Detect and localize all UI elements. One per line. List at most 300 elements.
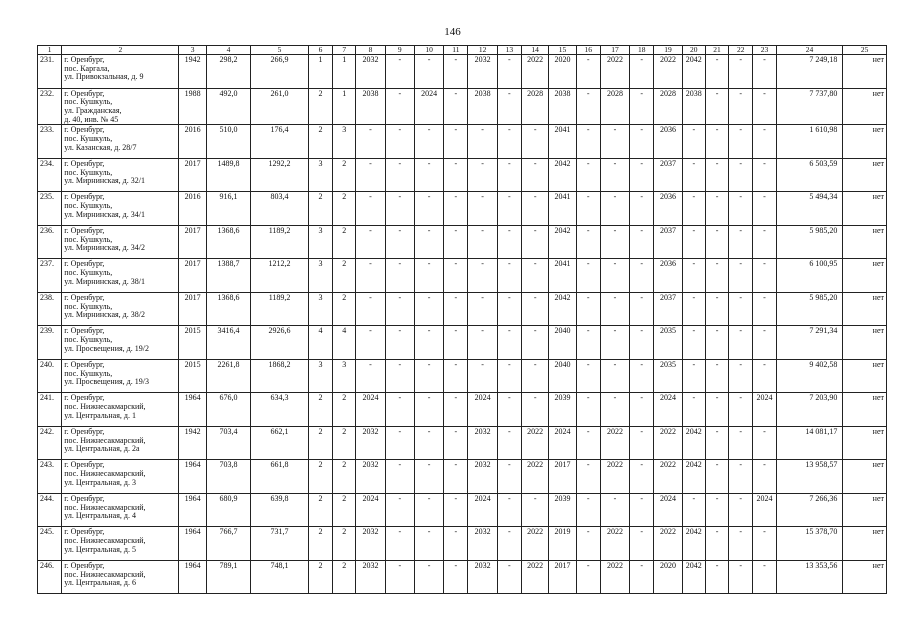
table-cell: 2036: [654, 192, 682, 226]
address-line: ул. Центральная, д. 5: [64, 544, 136, 554]
table-cell: 2: [333, 493, 356, 527]
table-cell: -: [705, 259, 728, 293]
row-number: 237.: [38, 259, 62, 293]
table-cell: 1189,2: [251, 292, 309, 326]
table-row: [38, 55, 887, 89]
table-row: [38, 426, 887, 460]
table-cell: -: [468, 225, 497, 259]
address-cell: [62, 560, 179, 594]
row-number: 234.: [38, 158, 62, 192]
table-cell: 2926,6: [251, 326, 309, 360]
table-cell: -: [753, 426, 776, 460]
address-line: ул. Гражданская,: [64, 105, 122, 115]
table-cell: -: [630, 393, 654, 427]
table-cell: 2022: [600, 55, 629, 89]
table-cell: -: [753, 326, 776, 360]
table-cell: -: [497, 393, 521, 427]
address-line: ул. Центральная, д. 3: [64, 477, 136, 487]
table-cell: -: [682, 192, 705, 226]
table-cell: -: [385, 292, 414, 326]
table-cell: 1964: [179, 493, 206, 527]
table-cell: -: [497, 225, 521, 259]
table-cell: 261,0: [251, 88, 309, 125]
table-cell: -: [600, 292, 629, 326]
table-cell: -: [468, 292, 497, 326]
table-cell: 789,1: [206, 560, 250, 594]
table-cell: 2024: [468, 393, 497, 427]
column-header: 12: [468, 46, 497, 55]
table-cell: 2041: [549, 192, 576, 226]
address-line: пос. Кушкуль,: [64, 368, 113, 378]
table-cell: 2020: [549, 55, 576, 89]
table-cell: 1942: [179, 426, 206, 460]
table-cell: 6 503,59: [776, 158, 843, 192]
table-cell: -: [385, 225, 414, 259]
table-cell: -: [444, 225, 468, 259]
table-cell: -: [630, 359, 654, 393]
row-number: 242.: [38, 426, 62, 460]
table-cell: 2036: [654, 259, 682, 293]
table-cell: -: [356, 359, 385, 393]
row-number: 246.: [38, 560, 62, 594]
table-cell: -: [414, 158, 443, 192]
table-cell: -: [497, 259, 521, 293]
table-cell: 1: [333, 55, 356, 89]
table-cell: 676,0: [206, 393, 250, 427]
table-cell: -: [705, 225, 728, 259]
table-cell: нет: [843, 527, 887, 561]
table-cell: 2022: [600, 426, 629, 460]
table-cell: -: [385, 88, 414, 125]
table-cell: 1368,6: [206, 225, 250, 259]
table-cell: -: [576, 292, 600, 326]
table-cell: 2037: [654, 225, 682, 259]
table-cell: -: [356, 326, 385, 360]
table-cell: 2: [333, 225, 356, 259]
table-cell: 4: [308, 326, 332, 360]
table-cell: 2020: [654, 560, 682, 594]
address-line: г. Оренбург,: [64, 493, 105, 503]
table-cell: -: [414, 359, 443, 393]
table-cell: -: [385, 125, 414, 159]
table-cell: 7 203,90: [776, 393, 843, 427]
address-line: г. Оренбург,: [64, 359, 105, 369]
table-cell: 1 610,98: [776, 125, 843, 159]
table-cell: -: [522, 192, 549, 226]
table-cell: -: [385, 158, 414, 192]
table-cell: -: [705, 460, 728, 494]
table-cell: 803,4: [251, 192, 309, 226]
table-cell: -: [497, 192, 521, 226]
table-cell: 2: [333, 560, 356, 594]
table-cell: 2042: [682, 55, 705, 89]
table-cell: -: [753, 55, 776, 89]
table-cell: -: [497, 426, 521, 460]
table-cell: нет: [843, 192, 887, 226]
table-cell: -: [630, 527, 654, 561]
table-cell: нет: [843, 292, 887, 326]
table-cell: 1868,2: [251, 359, 309, 393]
table-cell: 266,9: [251, 55, 309, 89]
table-cell: 3: [308, 292, 332, 326]
table-cell: -: [729, 55, 753, 89]
table-cell: -: [682, 393, 705, 427]
column-header: 1: [38, 46, 62, 55]
table-cell: -: [682, 326, 705, 360]
table-cell: -: [729, 192, 753, 226]
address-line: г. Оренбург,: [64, 460, 105, 470]
table-cell: -: [497, 88, 521, 125]
address-line: ул. Центральная, д. 6: [64, 578, 136, 588]
row-number: 231.: [38, 55, 62, 89]
table-cell: -: [414, 192, 443, 226]
table-cell: 2022: [654, 527, 682, 561]
column-header: 19: [654, 46, 682, 55]
address-cell: [62, 192, 179, 226]
table-cell: 2042: [549, 292, 576, 326]
address-cell: [62, 393, 179, 427]
table-cell: -: [385, 192, 414, 226]
table-cell: -: [468, 125, 497, 159]
table-cell: 2041: [549, 125, 576, 159]
column-header: 25: [843, 46, 887, 55]
table-cell: 2019: [549, 527, 576, 561]
address-line: г. Оренбург,: [64, 527, 105, 537]
column-header: 15: [549, 46, 576, 55]
table-cell: -: [497, 460, 521, 494]
table-cell: 2041: [549, 259, 576, 293]
column-header: 14: [522, 46, 549, 55]
table-cell: 2035: [654, 326, 682, 360]
address-cell: [62, 493, 179, 527]
table-cell: -: [729, 460, 753, 494]
column-header: 6: [308, 46, 332, 55]
table-cell: -: [414, 393, 443, 427]
address-line: пос. Кушкуль,: [64, 268, 113, 278]
table-cell: -: [522, 359, 549, 393]
table-cell: 7 266,36: [776, 493, 843, 527]
table-cell: -: [630, 560, 654, 594]
table-cell: -: [497, 292, 521, 326]
address-line: г. Оренбург,: [64, 55, 105, 64]
table-cell: 2032: [468, 426, 497, 460]
table-cell: 2040: [549, 326, 576, 360]
address-line: пос. Нижнесакмарский,: [64, 536, 146, 546]
table-cell: -: [630, 493, 654, 527]
address-line: пос. Кушкуль,: [64, 335, 113, 345]
table-cell: -: [753, 527, 776, 561]
table-cell: 2: [333, 460, 356, 494]
table-cell: -: [522, 158, 549, 192]
table-cell: 2022: [654, 426, 682, 460]
table-cell: -: [705, 192, 728, 226]
table-cell: -: [630, 326, 654, 360]
column-header: 21: [705, 46, 728, 55]
table-cell: -: [682, 158, 705, 192]
address-line: ул. Центральная, д. 1: [64, 410, 136, 420]
address-line: г. Оренбург,: [64, 225, 105, 235]
table-cell: -: [729, 259, 753, 293]
table-row: [38, 125, 887, 159]
table-cell: -: [729, 560, 753, 594]
table-header-row: [38, 46, 887, 55]
row-number: 245.: [38, 527, 62, 561]
table-cell: -: [600, 192, 629, 226]
address-line: г. Оренбург,: [64, 292, 105, 302]
table-cell: -: [600, 493, 629, 527]
table-cell: -: [385, 527, 414, 561]
row-number: 243.: [38, 460, 62, 494]
table-cell: 6 100,95: [776, 259, 843, 293]
table-cell: 2: [308, 527, 332, 561]
table-cell: -: [682, 125, 705, 159]
table-cell: -: [497, 326, 521, 360]
table-cell: 2022: [522, 460, 549, 494]
table-cell: 2042: [682, 460, 705, 494]
address-line: ул. Казанская, д. 28/7: [64, 142, 137, 152]
table-cell: 2: [308, 192, 332, 226]
table-cell: нет: [843, 88, 887, 125]
address-line: ул. Мирнинская, д. 32/1: [64, 176, 145, 186]
table-cell: -: [682, 493, 705, 527]
table-cell: 3: [333, 125, 356, 159]
table-cell: -: [414, 55, 443, 89]
address-line: ул. Мирнинская, д. 38/1: [64, 276, 145, 286]
table-cell: 7 249,18: [776, 55, 843, 89]
table-cell: -: [600, 225, 629, 259]
table-cell: 2037: [654, 158, 682, 192]
table-cell: 2: [333, 259, 356, 293]
table-cell: -: [497, 158, 521, 192]
table-cell: -: [356, 292, 385, 326]
table-cell: 2017: [179, 259, 206, 293]
table-cell: -: [385, 426, 414, 460]
table-cell: -: [729, 88, 753, 125]
address-line: пос. Нижнесакмарский,: [64, 402, 146, 412]
table-row: [38, 493, 887, 527]
table-cell: -: [497, 125, 521, 159]
table-cell: -: [705, 88, 728, 125]
table-cell: -: [753, 158, 776, 192]
column-header: 10: [414, 46, 443, 55]
table-cell: 1: [333, 88, 356, 125]
table-cell: -: [753, 460, 776, 494]
table-cell: -: [444, 393, 468, 427]
column-header: 7: [333, 46, 356, 55]
table-cell: -: [385, 259, 414, 293]
table-cell: 298,2: [206, 55, 250, 89]
table-cell: -: [522, 225, 549, 259]
table-cell: -: [630, 259, 654, 293]
table-cell: 9 402,58: [776, 359, 843, 393]
table-cell: нет: [843, 125, 887, 159]
table-cell: -: [600, 393, 629, 427]
table-cell: -: [468, 192, 497, 226]
table-cell: -: [705, 326, 728, 360]
table-row: [38, 527, 887, 561]
table-cell: 662,1: [251, 426, 309, 460]
table-cell: 2: [333, 527, 356, 561]
table-cell: -: [385, 359, 414, 393]
table-cell: 2022: [600, 527, 629, 561]
address-line: г. Оренбург,: [64, 88, 105, 98]
address-cell: [62, 359, 179, 393]
table-cell: -: [385, 493, 414, 527]
address-line: пос. Нижнесакмарский,: [64, 569, 146, 579]
address-line: ул. Мирнинская, д. 38/2: [64, 310, 145, 320]
table-cell: 661,8: [251, 460, 309, 494]
table-cell: 2: [308, 493, 332, 527]
table-cell: -: [522, 259, 549, 293]
table-cell: нет: [843, 426, 887, 460]
address-line: г. Оренбург,: [64, 192, 105, 202]
table-cell: нет: [843, 493, 887, 527]
table-cell: -: [385, 560, 414, 594]
column-header: 2: [62, 46, 179, 55]
table-cell: 2039: [549, 393, 576, 427]
table-cell: -: [414, 259, 443, 293]
table-cell: 2032: [356, 426, 385, 460]
address-line: пос. Кушкуль,: [64, 301, 113, 311]
table-cell: -: [522, 125, 549, 159]
table-cell: 1964: [179, 460, 206, 494]
table-cell: -: [729, 393, 753, 427]
table-cell: -: [576, 192, 600, 226]
table-cell: 2: [333, 393, 356, 427]
column-header: 3: [179, 46, 206, 55]
table-cell: 2032: [468, 560, 497, 594]
address-cell: [62, 88, 179, 125]
table-cell: 2: [308, 460, 332, 494]
table-cell: -: [753, 192, 776, 226]
table-cell: 2032: [356, 560, 385, 594]
table-cell: -: [497, 493, 521, 527]
table-cell: нет: [843, 225, 887, 259]
table-cell: -: [600, 326, 629, 360]
table-cell: 2024: [753, 393, 776, 427]
table-cell: 2032: [356, 460, 385, 494]
table-cell: 680,9: [206, 493, 250, 527]
table-cell: нет: [843, 158, 887, 192]
table-cell: 1: [308, 55, 332, 89]
table-cell: 2032: [356, 55, 385, 89]
address-line: ул. Просвещения, д. 19/2: [64, 343, 149, 353]
table-cell: 2016: [179, 192, 206, 226]
table-cell: 634,3: [251, 393, 309, 427]
table-cell: -: [444, 125, 468, 159]
row-number: 236.: [38, 225, 62, 259]
table-cell: -: [753, 560, 776, 594]
row-number: 239.: [38, 326, 62, 360]
table-cell: -: [414, 326, 443, 360]
table-cell: 2035: [654, 359, 682, 393]
table-cell: -: [414, 225, 443, 259]
table-cell: 4: [333, 326, 356, 360]
table-cell: -: [356, 158, 385, 192]
table-cell: 3: [333, 359, 356, 393]
table-cell: -: [414, 125, 443, 159]
table-cell: 766,7: [206, 527, 250, 561]
table-cell: -: [468, 259, 497, 293]
row-number: 233.: [38, 125, 62, 159]
table-cell: -: [729, 426, 753, 460]
table-cell: 2042: [549, 225, 576, 259]
table-cell: -: [414, 292, 443, 326]
table-cell: -: [705, 493, 728, 527]
address-line: ул. Мирнинская, д. 34/2: [64, 243, 145, 253]
table-cell: -: [497, 560, 521, 594]
address-line: пос. Кушкуль,: [64, 167, 113, 177]
table-cell: 2: [333, 192, 356, 226]
table-cell: -: [682, 259, 705, 293]
address-line: г. Оренбург,: [64, 326, 105, 336]
table-cell: 2017: [549, 460, 576, 494]
table-cell: 2037: [654, 292, 682, 326]
table-cell: -: [576, 225, 600, 259]
table-cell: 7 737,80: [776, 88, 843, 125]
table-cell: -: [444, 359, 468, 393]
table-cell: 1212,2: [251, 259, 309, 293]
table-cell: нет: [843, 259, 887, 293]
table-cell: -: [444, 460, 468, 494]
table-cell: -: [576, 88, 600, 125]
address-cell: [62, 125, 179, 159]
table-cell: -: [444, 560, 468, 594]
table-cell: -: [444, 259, 468, 293]
table-row: [38, 393, 887, 427]
table-cell: 2015: [179, 326, 206, 360]
address-cell: [62, 426, 179, 460]
address-line: ул. Просвещения, д. 19/3: [64, 377, 149, 387]
table-cell: 2038: [468, 88, 497, 125]
table-cell: -: [600, 359, 629, 393]
table-cell: 1942: [179, 55, 206, 89]
table-cell: -: [705, 527, 728, 561]
address-line: г. Оренбург,: [64, 158, 105, 168]
column-header: 18: [630, 46, 654, 55]
table-cell: нет: [843, 326, 887, 360]
row-number: 238.: [38, 292, 62, 326]
table-cell: -: [497, 359, 521, 393]
address-line: пос. Нижнесакмарский,: [64, 435, 146, 445]
table-cell: -: [729, 493, 753, 527]
table-cell: -: [576, 460, 600, 494]
table-cell: 2036: [654, 125, 682, 159]
table-cell: 748,1: [251, 560, 309, 594]
row-number: 244.: [38, 493, 62, 527]
table-cell: 5 985,20: [776, 225, 843, 259]
table-cell: -: [356, 192, 385, 226]
table-cell: -: [682, 225, 705, 259]
table-cell: -: [576, 527, 600, 561]
table-cell: 1292,2: [251, 158, 309, 192]
table-cell: -: [444, 88, 468, 125]
table-cell: 2028: [654, 88, 682, 125]
table-cell: 1189,2: [251, 225, 309, 259]
table-cell: 2022: [522, 426, 549, 460]
table-cell: -: [414, 426, 443, 460]
table-cell: -: [576, 560, 600, 594]
table-cell: 13 353,56: [776, 560, 843, 594]
table-cell: -: [729, 527, 753, 561]
address-line: пос. Нижнесакмарский,: [64, 502, 146, 512]
table-cell: 2261,8: [206, 359, 250, 393]
table-cell: 492,0: [206, 88, 250, 125]
table-cell: 2042: [549, 158, 576, 192]
address-line: пос. Кушкуль,: [64, 134, 113, 144]
table-cell: -: [497, 55, 521, 89]
column-header: 17: [600, 46, 629, 55]
